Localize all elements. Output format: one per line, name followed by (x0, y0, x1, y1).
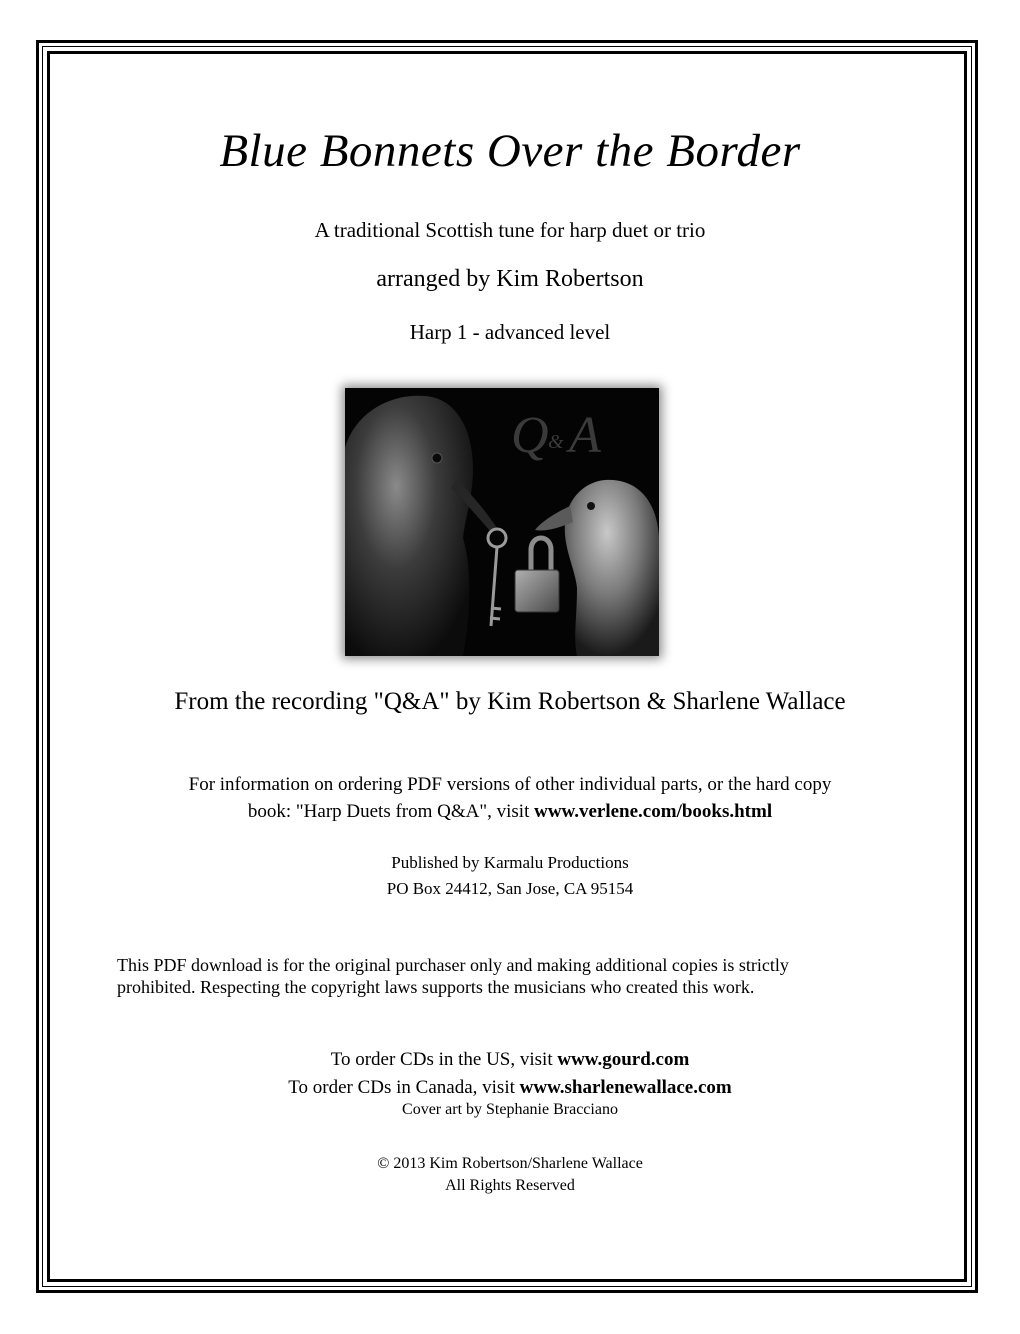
order-us-text: To order CDs in the US, visit (330, 1049, 558, 1070)
gourd-link[interactable]: www.gourd.com (557, 1049, 690, 1070)
page-title: Blue Bonnets Over the Border (219, 125, 801, 177)
order-canada-text: To order CDs in Canada, visit (288, 1077, 520, 1098)
copyright-line: © 2013 Kim Robertson/Sharlene Wallace (377, 1155, 643, 1172)
publisher-name: Published by Karmalu Productions (391, 853, 629, 872)
sharlenewallace-link[interactable]: www.sharlenewallace.com (519, 1077, 732, 1098)
part-level: Harp 1 - advanced level (409, 320, 611, 344)
order-us-line (0, 1046, 1020, 1074)
cover-art-credit: Cover art by Stephanie Bracciano (402, 1101, 618, 1118)
arranger-credit: arranged by Kim Robertson (376, 266, 644, 292)
cd-order-info (0, 1046, 1020, 1102)
rights-reserved: All Rights Reserved (445, 1177, 575, 1194)
svg-text:Q: Q (511, 407, 549, 464)
copy-notice-line2: prohibited. Respecting the copyright laws supports the musicians who created this work. (117, 977, 755, 997)
copy-notice-line1: This PDF download is for the original purchaser only and making additional copies is strictly (117, 955, 789, 975)
album-cover-image (345, 388, 659, 656)
verlene-books-link[interactable]: www.verlene.com/books.html (534, 801, 773, 822)
ordering-info-line1: For information on ordering PDF versions of other individual parts, or the hard copy (188, 774, 832, 795)
copyright (0, 1153, 1020, 1197)
svg-text:A: A (569, 407, 601, 464)
ordering-info-line2 (0, 798, 1020, 825)
publisher-info (0, 850, 1020, 902)
subtitle: A traditional Scottish tune for harp duet or trio (314, 218, 706, 242)
ordering-info-text: book: "Harp Duets from Q&A", visit (247, 801, 535, 822)
publisher-address: PO Box 24412, San Jose, CA 95154 (386, 879, 634, 898)
order-canada-line (0, 1074, 1020, 1102)
ordering-info (0, 771, 1020, 825)
svg-text:&: & (548, 431, 564, 453)
recording-credit: From the recording "Q&A" by Kim Robertson & Sharlene Wallace (174, 688, 846, 715)
copy-notice (117, 954, 917, 998)
